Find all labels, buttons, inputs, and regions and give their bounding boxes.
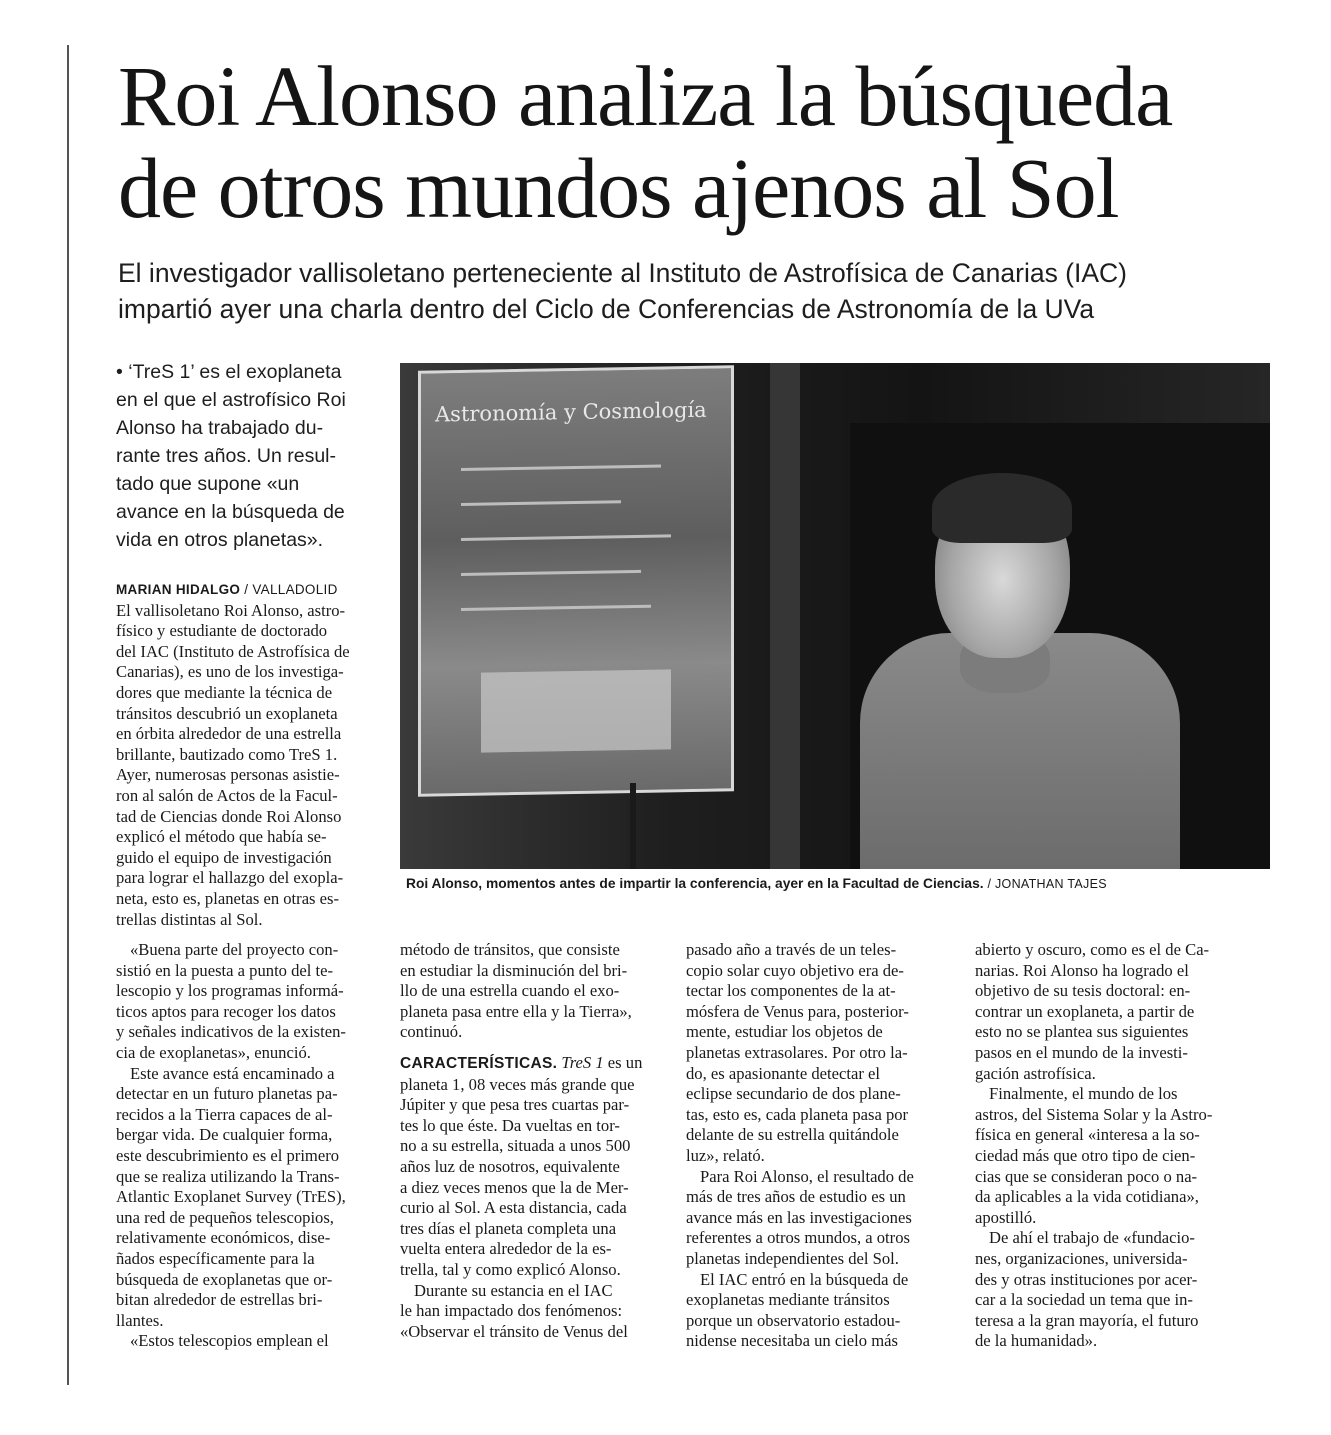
text-line: que se realiza utilizando la Trans- — [116, 1166, 340, 1186]
text-line: detectar en un futuro planetas pa- — [116, 1084, 338, 1104]
text-line: esto no se plantea sus siguientes — [975, 1022, 1189, 1042]
text-line: porque un observatorio estadou- — [686, 1310, 901, 1330]
text-line: dores que mediante la técnica de — [116, 682, 333, 702]
text-line: tes lo que éste. Da vueltas en tor- — [400, 1115, 620, 1135]
text-line: tad de Ciencias donde Roi Alonso — [116, 806, 342, 826]
text-line: una red de pequeños telescopios, — [116, 1207, 334, 1227]
text-line: Para Roi Alonso, el resultado de — [700, 1166, 914, 1186]
text-line: astros, del Sistema Solar y la Astro- — [975, 1104, 1213, 1124]
text-line: copio solar cuyo objetivo era de- — [686, 960, 904, 980]
text-line: ron al salón de Actos de la Facul- — [116, 785, 338, 805]
section-heading: CARACTERÍSTICAS. — [400, 1054, 558, 1072]
text-line: planetas extrasolares. Por otro la- — [686, 1042, 908, 1062]
text-line: trella, tal y como explicó Alonso. — [400, 1259, 621, 1279]
text-line: bergar vida. De cualquier forma, — [116, 1125, 333, 1145]
text-line: nes, organizaciones, universida- — [975, 1248, 1188, 1268]
headline-line: de otros mundos ajenos al Sol — [118, 140, 1119, 236]
text-line: abierto y oscuro, como es el de Ca- — [975, 940, 1210, 959]
text-line: avance más en las investigaciones — [686, 1207, 912, 1227]
text-line: pasos en el mundo de la investi- — [975, 1042, 1188, 1062]
poster-text-line — [461, 605, 651, 611]
poster-building-image — [481, 669, 671, 752]
pull-quote-line: vida en otros planetas». — [116, 529, 324, 551]
byline-author: MARIAN HIDALGO — [116, 582, 241, 597]
article-photo — [400, 363, 1270, 869]
section-heading-line — [400, 1053, 665, 1075]
text-line: nidense necesitaba un cielo más — [686, 1331, 898, 1351]
column-2-text — [400, 940, 665, 1043]
text-line: car a la sociedad un tema que in- — [975, 1290, 1193, 1310]
pull-quote-line: tado que supone «un — [116, 473, 300, 495]
text-line: De ahí el trabajo de «fundacio- — [989, 1228, 1195, 1248]
pull-quote-line: en el que el astrofísico Roi — [116, 389, 346, 411]
text-line: ticos aptos para recoger los datos — [116, 1001, 336, 1021]
text-line: del IAC (Instituto de Astrofísica de — [116, 641, 350, 661]
text-line: El vallisoletano Roi Alonso, astro- — [116, 600, 346, 620]
photo-caption — [406, 876, 1286, 891]
text-line: tres días el planeta completa una — [400, 1218, 617, 1238]
column-3 — [686, 940, 951, 1352]
text-line: «Estos telescopios emplean el — [130, 1331, 329, 1351]
text-line: «Buena parte del proyecto con- — [130, 940, 339, 959]
photo-credit: / JONATHAN TAJES — [987, 877, 1107, 891]
text-line: en estudiar la disminución del bri- — [400, 960, 628, 980]
text-line: El IAC entró en la búsqueda de — [700, 1269, 909, 1289]
text-line: mósfera de Venus para, posterior- — [686, 1001, 909, 1021]
text-line: le han impactado dos fenómenos: — [400, 1301, 623, 1321]
pull-quote-line: Alonso ha trabajado du- — [116, 417, 324, 439]
pull-quote-line: • ‘TreS 1’ es el exoplaneta — [116, 361, 342, 383]
poster-text-line — [461, 534, 671, 541]
text-line: «Observar el tránsito de Venus del — [400, 1321, 628, 1341]
text-line: narias. Roi Alonso ha logrado el — [975, 960, 1189, 980]
text-line: bitan alrededor de estrellas bri- — [116, 1290, 323, 1310]
byline: MARIAN HIDALGO / VALLADOLID — [116, 582, 338, 597]
column-1-top — [116, 580, 378, 930]
photo-doorframe — [770, 363, 800, 869]
text-line: Ayer, numerosas personas asistie- — [116, 765, 340, 785]
text-line: explicó el método que había se- — [116, 827, 327, 847]
text-line: trellas distintas al Sol. — [116, 909, 263, 929]
caption-text: Roi Alonso, momentos antes de impartir la conferencia, ayer en la Facultad de Ciencias. — [406, 876, 984, 891]
text-line: vuelta entera alrededor de la es- — [400, 1239, 612, 1259]
text-line: lescopio y los programas informá- — [116, 981, 344, 1001]
pull-quote — [116, 358, 366, 554]
text-line: gación astrofísica. — [975, 1063, 1096, 1083]
poster-text-line — [461, 570, 641, 576]
text-line: Este avance está encaminado a — [130, 1063, 335, 1083]
text-line: pasado año a través de un teles- — [686, 940, 897, 959]
person-roi-alonso — [850, 433, 1190, 869]
text-line: de la humanidad». — [975, 1331, 1098, 1351]
column-4 — [975, 940, 1240, 1352]
text-line: eclipse secundario de dos plane- — [686, 1084, 901, 1104]
text-line: delante de su estrella quitándole — [686, 1125, 899, 1145]
text-line: Júpiter y que pesa tres cuartas par- — [400, 1095, 630, 1115]
text-line: guido el equipo de investigación — [116, 847, 332, 867]
text-line: para lograr el hallazgo del exopla- — [116, 868, 344, 888]
pull-quote-line: rante tres años. Un resul- — [116, 445, 337, 467]
subheadline-line: El investigador vallisoletano perteneciente al Instituto de Astrofísica de Canarias (IAC) — [118, 258, 1128, 288]
text-line: exoplanetas mediante tránsitos — [686, 1290, 890, 1310]
text-line: planeta 1, 08 veces más grande que — [400, 1074, 635, 1094]
byline-place: VALLADOLID — [252, 582, 338, 597]
column-1-bottom — [116, 940, 378, 1352]
text-line: a diez veces menos que la de Mer- — [400, 1177, 629, 1197]
text-line: apostilló. — [975, 1207, 1037, 1227]
text-line: en órbita alrededor de una estrella — [116, 724, 342, 744]
text-line: llantes. — [116, 1310, 164, 1330]
text-line: método de tránsitos, que consiste — [400, 940, 620, 959]
pull-quote-line: avance en la búsqueda de — [116, 501, 345, 523]
text-line: no a su estrella, situada a unos 500 — [400, 1136, 631, 1156]
text-line: cias que se consideran poco o na- — [975, 1166, 1198, 1186]
subheadline-line: impartió ayer una charla dentro del Ciclo de Conferencias de Astronomía de la UVa — [118, 294, 1095, 324]
poster-stand — [630, 783, 636, 869]
left-column-rule — [67, 45, 69, 1385]
text-line: do, es apasionante detectar el — [686, 1063, 880, 1083]
text-line: Atlantic Exoplanet Survey (TrES), — [116, 1187, 346, 1207]
poster-text-line — [461, 500, 621, 506]
text-line: luz», relató. — [686, 1145, 765, 1165]
text-line: Durante su estancia en el IAC — [414, 1280, 613, 1300]
headline-line: Roi Alonso analiza la búsqueda — [118, 48, 1173, 144]
text-line: mente, estudiar los objetos de — [686, 1022, 883, 1042]
text-line: teresa a la gran mayoría, el futuro — [975, 1310, 1199, 1330]
text-line: años luz de nosotros, equivalente — [400, 1156, 620, 1176]
conference-poster — [418, 365, 734, 797]
text-line: continuó. — [400, 1022, 463, 1042]
text-line: este descubrimiento es el primero — [116, 1145, 340, 1165]
text-line: Finalmente, el mundo de los — [989, 1084, 1178, 1104]
text-line: objetivo de su tesis doctoral: en- — [975, 981, 1191, 1001]
planet-name: TreS 1 — [561, 1052, 604, 1072]
section-first-line: es un — [603, 1052, 643, 1072]
text-line: relativamente económicos, dise- — [116, 1228, 331, 1248]
text-line: brillante, bautizado como TreS 1. — [116, 744, 338, 764]
poster-text-line — [461, 465, 661, 471]
text-line: tectar los componentes de la at- — [686, 981, 896, 1001]
poster-title: Astronomía y Cosmología — [435, 397, 707, 427]
text-line: curio al Sol. A esta distancia, cada — [400, 1198, 627, 1218]
column-2-section-text — [400, 1075, 665, 1343]
text-line: y señales indicativos de la existen- — [116, 1022, 346, 1042]
text-line: Canarias), es uno de los investiga- — [116, 662, 344, 682]
text-line: tránsitos descubrió un exoplaneta — [116, 703, 338, 723]
text-line: ñados específicamente para la — [116, 1248, 315, 1268]
text-line: neta, esto es, planetas en otras es- — [116, 888, 340, 908]
text-line: búsqueda de exoplanetas que or- — [116, 1269, 333, 1289]
text-line: físico y estudiante de doctorado — [116, 621, 328, 641]
text-line: más de tres años de estudio es un — [686, 1187, 906, 1207]
text-line: contrar un exoplaneta, a partir de — [975, 1001, 1195, 1021]
column-1-top-text — [116, 601, 378, 931]
person-hair — [932, 473, 1072, 543]
text-line: des y otras instituciones por acer- — [975, 1269, 1198, 1289]
headline — [118, 50, 1278, 234]
text-line: da aplicables a la vida cotidiana», — [975, 1187, 1199, 1207]
text-line: recidos a la Tierra capaces de al- — [116, 1104, 333, 1124]
text-line: sistió en la puesta a punto del te- — [116, 960, 334, 980]
subheadline — [118, 255, 1298, 327]
text-line: física en general «interesa a la so- — [975, 1125, 1200, 1145]
text-line: cia de exoplanetas», enunció. — [116, 1042, 311, 1062]
text-line: planetas independientes del Sol. — [686, 1248, 899, 1268]
text-line: referentes a otros mundos, a otros — [686, 1228, 910, 1248]
text-line: tas, esto es, cada planeta pasa por — [686, 1104, 909, 1124]
text-line: planeta pasa entre ella y la Tierra», — [400, 1001, 632, 1021]
column-2 — [400, 940, 665, 1342]
text-line: llo de una estrella cuando el exo- — [400, 981, 620, 1001]
text-line: ciedad más que otro tipo de cien- — [975, 1145, 1196, 1165]
